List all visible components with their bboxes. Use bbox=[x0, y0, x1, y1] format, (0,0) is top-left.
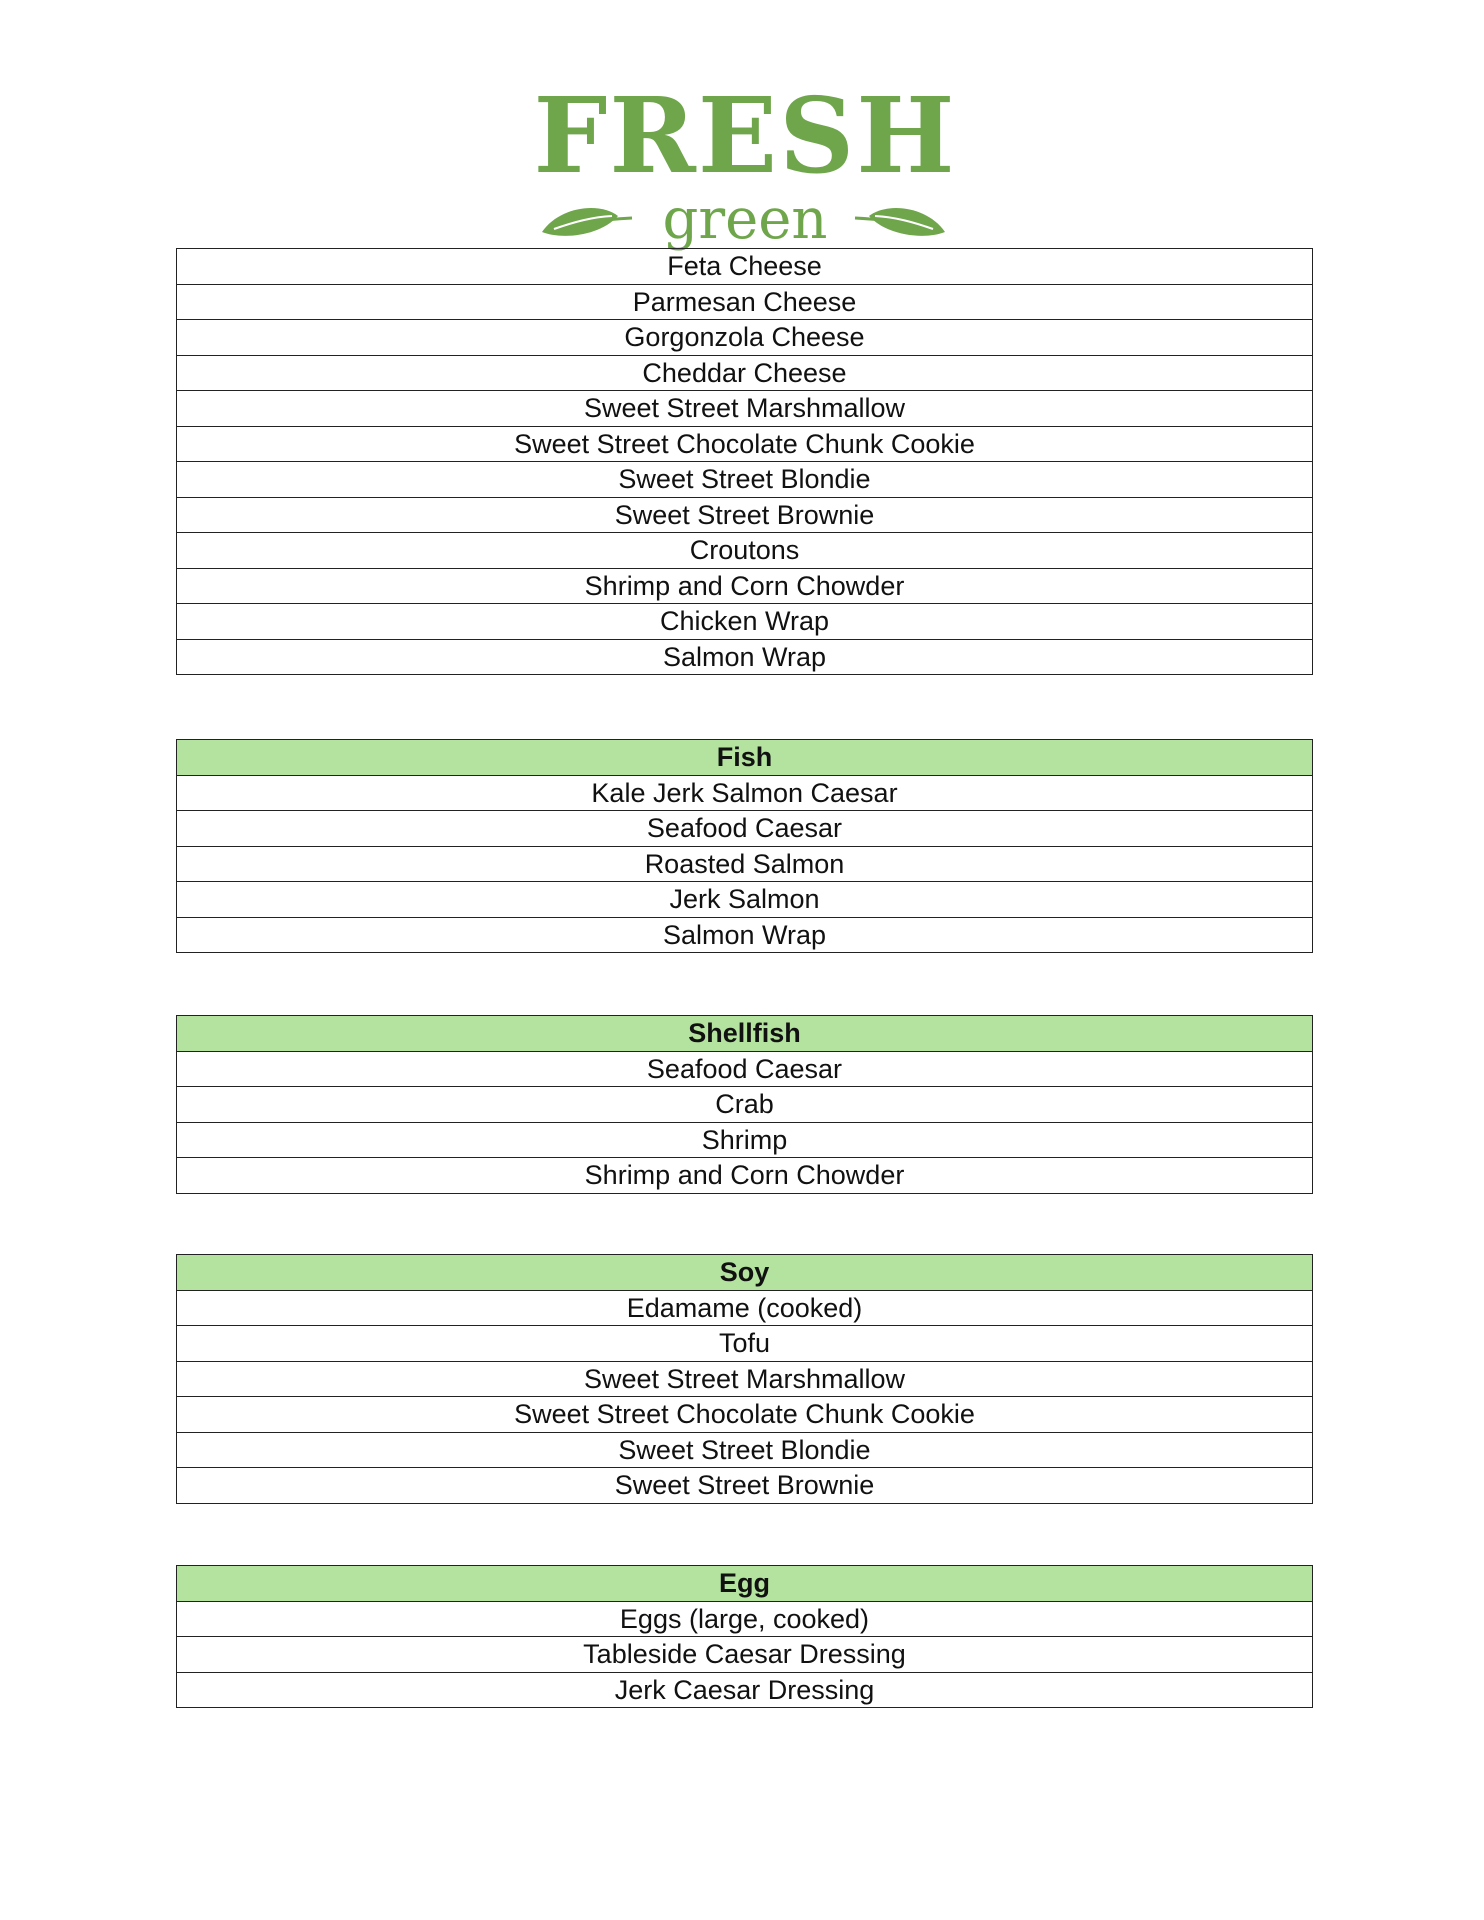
table-row bbox=[177, 320, 1313, 356]
table-row bbox=[177, 1601, 1313, 1637]
table-row bbox=[177, 604, 1313, 640]
table-row bbox=[177, 462, 1313, 498]
table-cell: Sweet Street Marshmallow bbox=[177, 391, 1313, 427]
allergen-table-fish bbox=[176, 739, 1313, 953]
table-row bbox=[177, 533, 1313, 569]
table-cell: Crab bbox=[177, 1087, 1313, 1123]
logo-subtitle: green bbox=[662, 187, 828, 252]
table-header-row bbox=[177, 740, 1313, 776]
table-row bbox=[177, 775, 1313, 811]
table-row bbox=[177, 1672, 1313, 1708]
table-cell: Sweet Street Blondie bbox=[177, 462, 1313, 498]
table-row bbox=[177, 1326, 1313, 1362]
table-row bbox=[177, 1290, 1313, 1326]
table-cell: Shrimp bbox=[177, 1122, 1313, 1158]
table-header: Egg bbox=[177, 1566, 1313, 1602]
table-cell: Salmon Wrap bbox=[177, 639, 1313, 675]
table-cell: Tofu bbox=[177, 1326, 1313, 1362]
table-row bbox=[177, 917, 1313, 953]
table-header-row bbox=[177, 1016, 1313, 1052]
table-row bbox=[177, 846, 1313, 882]
table-row bbox=[177, 1637, 1313, 1673]
table-header-row bbox=[177, 1566, 1313, 1602]
table-cell: Sweet Street Chocolate Chunk Cookie bbox=[177, 426, 1313, 462]
table-row bbox=[177, 391, 1313, 427]
table-row bbox=[177, 882, 1313, 918]
table-row bbox=[177, 1158, 1313, 1194]
table-row bbox=[177, 1432, 1313, 1468]
allergen-table-dairy bbox=[176, 248, 1313, 675]
table-row bbox=[177, 568, 1313, 604]
leaf-left-icon bbox=[540, 202, 635, 242]
table-cell: Kale Jerk Salmon Caesar bbox=[177, 775, 1313, 811]
table-cell: Shrimp and Corn Chowder bbox=[177, 568, 1313, 604]
table-cell: Sweet Street Blondie bbox=[177, 1432, 1313, 1468]
table-cell: Salmon Wrap bbox=[177, 917, 1313, 953]
table-row bbox=[177, 1051, 1313, 1087]
table-cell: Chicken Wrap bbox=[177, 604, 1313, 640]
table-cell: Sweet Street Brownie bbox=[177, 1468, 1313, 1504]
fresh-green-logo bbox=[530, 74, 960, 255]
table-cell: Roasted Salmon bbox=[177, 846, 1313, 882]
table-cell: Croutons bbox=[177, 533, 1313, 569]
table-row bbox=[177, 811, 1313, 847]
table-cell: Seafood Caesar bbox=[177, 811, 1313, 847]
table-row bbox=[177, 1397, 1313, 1433]
table-cell: Sweet Street Chocolate Chunk Cookie bbox=[177, 1397, 1313, 1433]
table-cell: Sweet Street Marshmallow bbox=[177, 1361, 1313, 1397]
allergen-table-shellfish bbox=[176, 1015, 1313, 1194]
table-row bbox=[177, 1468, 1313, 1504]
table-row bbox=[177, 1361, 1313, 1397]
table-cell: Parmesan Cheese bbox=[177, 284, 1313, 320]
table-header: Fish bbox=[177, 740, 1313, 776]
table-row bbox=[177, 249, 1313, 285]
leaf-right-icon bbox=[852, 202, 947, 242]
table-row bbox=[177, 355, 1313, 391]
allergen-table-egg bbox=[176, 1565, 1313, 1708]
table-cell: Jerk Salmon bbox=[177, 882, 1313, 918]
table-row bbox=[177, 497, 1313, 533]
table-row bbox=[177, 639, 1313, 675]
table-cell: Gorgonzola Cheese bbox=[177, 320, 1313, 356]
table-cell: Cheddar Cheese bbox=[177, 355, 1313, 391]
table-cell: Seafood Caesar bbox=[177, 1051, 1313, 1087]
table-row bbox=[177, 426, 1313, 462]
table-row bbox=[177, 1087, 1313, 1123]
logo-title: FRESH bbox=[533, 74, 957, 197]
table-header: Soy bbox=[177, 1255, 1313, 1291]
table-row bbox=[177, 284, 1313, 320]
table-row bbox=[177, 1122, 1313, 1158]
table-header-row bbox=[177, 1255, 1313, 1291]
table-cell: Tableside Caesar Dressing bbox=[177, 1637, 1313, 1673]
allergen-table-soy bbox=[176, 1254, 1313, 1504]
table-cell: Feta Cheese bbox=[177, 249, 1313, 285]
table-cell: Jerk Caesar Dressing bbox=[177, 1672, 1313, 1708]
table-cell: Edamame (cooked) bbox=[177, 1290, 1313, 1326]
table-cell: Sweet Street Brownie bbox=[177, 497, 1313, 533]
table-header: Shellfish bbox=[177, 1016, 1313, 1052]
table-cell: Eggs (large, cooked) bbox=[177, 1601, 1313, 1637]
table-cell: Shrimp and Corn Chowder bbox=[177, 1158, 1313, 1194]
